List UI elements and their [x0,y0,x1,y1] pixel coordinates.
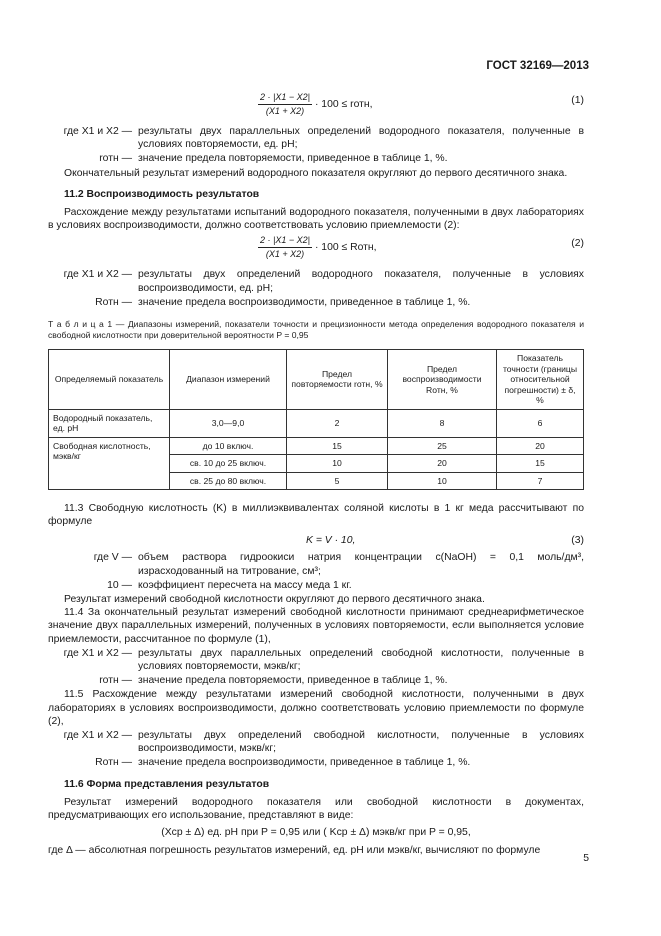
formula-3-number: (3) [571,535,584,547]
table-cell: 20 [497,437,584,455]
formula-3 [48,532,584,550]
table-header-row [49,350,584,410]
table-1 [48,349,584,490]
formula-1-fraction [258,92,312,117]
formula-1-denominator: (X1 + X2) [265,106,305,116]
table-row [49,437,584,455]
table-cell: 10 [388,472,497,490]
table-cell: 7 [497,472,584,490]
where-label: Rотн — [95,296,132,308]
formula-1-rest: · 100 ≤ rотн, [314,98,373,110]
formula-1-number: (1) [571,95,584,106]
formula-2-numerator: 2 · |X1 − X2| [258,235,312,248]
page-number: 5 [583,853,589,864]
where-text: результаты двух определений водородного показателя, полученные в условиях воспроизводимости, ед. рН; [138,269,584,294]
where-text: значение предела повторяемости, приведенное в таблице 1, %. [138,153,448,165]
table-cell: 10 [287,455,388,473]
where-text: результаты двух определений свободной кислотности, полученные в условиях воспроизводимости, мэкв/кг; [138,730,584,755]
table-caption: Т а б л и ц а 1 — Диапазоны измерений, показатели точности и прецизионности метода определения водородного показателя и свободной кислотности при доверительной вероятности P = 0,95 [48,319,584,341]
where-label: где X1 и X2 — [63,269,132,281]
where-line [48,674,584,687]
where-line [48,152,584,165]
where-line [48,647,584,673]
paragraph: где Δ — абсолютная погрешность результатов измерений, ед. рН или мэкв/кг, вычисляют по формуле [48,844,541,856]
where-label: rотн — [99,153,132,165]
where-text: значение предела воспроизводимости, приведенное в таблице 1, %. [138,757,471,769]
table-cell: 15 [287,437,388,455]
formula-2-number: (2) [571,238,584,250]
formula-2-expression [258,235,377,260]
where-label: где X1 и X2 — [63,647,132,659]
formula-2-fraction [258,235,312,260]
where-label: rотн — [99,675,132,687]
where-text: значение предела повторяемости, приведенное в таблице 1, %. [138,675,448,687]
result-form-formula: (Xср ± Δ) ед. рН при P = 0,95 или ( Kср ± Δ) мэкв/кг при P = 0,95, [161,827,471,839]
where-label: где X1 и X2 — [63,730,132,742]
document-header: ГОСТ 32169—2013 [486,60,589,72]
paragraph: 11.4 За окончательный результат измерений свободной кислотности принимают среднеарифметическое значение двух параллельных измерений, полученных в условиях повторяемости, если выполняется условие приемлемости, рассчитанное по формуле (1), [48,607,584,645]
where-label: где V — [93,552,132,564]
table-cell: 3,0—9,0 [170,409,287,437]
table-header-cell: Показатель точности (границы относительной погрешности) ± δ, % [497,350,584,410]
where-text: результаты двух параллельных определений свободной кислотности, полученные в условиях повторяемости, мэкв/кг; [138,647,584,673]
where-line [48,125,584,151]
where-text: значение предела воспроизводимости, приведенное в таблице 1, %. [138,296,471,308]
section-heading: 11.2 Воспроизводимость результатов [64,188,260,200]
table-cell: Свободная кислотность, мэкв/кг [49,437,170,490]
where-text: коэффициент пересчета на массу меда 1 кг. [138,579,352,591]
table-cell: до 10 включ. [170,437,287,455]
paragraph: 11.3 Свободную кислотность (K) в миллиэквивалентах соляной кислоты в 1 кг меда рассчитывают по формуле [48,503,584,528]
table-header-cell: Диапазон измерений [170,350,287,410]
paragraph: Результат измерений свободной кислотности округляют до первого десятичного знака. [64,594,485,606]
where-line [48,756,584,769]
paragraph: Расхождение между результатами испытаний водородного показателя, полученными в двух лабораториях в условиях воспроизводимости, должно соответствовать условию приемлемости (2): [48,207,584,232]
formula-1-expression [258,92,373,117]
table-cell: Водородный показатель, ед. рН [49,409,170,437]
paragraph: 11.5 Расхождение между результатами измерений свободной кислотности, полученными в двух лабораториях в условиях воспроизводимости, должно соответствовать условию приемлемости по формуле (2), [48,689,584,727]
where-label: Rотн — [95,757,132,769]
paragraph: Окончательный результат измерений водородного показателя округляют до первого десятичного знака. [64,167,568,179]
formula-2 [48,235,584,267]
table-row [49,409,584,437]
table-header-cell: Предел повторяемости rотн, % [287,350,388,410]
where-line [48,296,584,309]
table-header-cell: Определяемый показатель [49,350,170,410]
table-cell: 5 [287,472,388,490]
where-label: 10 — [107,579,132,591]
table-cell: св. 10 до 25 включ. [170,455,287,473]
where-label: где X1 и X2 — [63,126,132,137]
where-text: объем раствора гидроокиси натрия концентрации c(NaOH) = 0,1 моль/дм³, израсходованный на титрование, см³; [138,552,584,577]
table-cell: 25 [388,437,497,455]
table-cell: 15 [497,455,584,473]
formula-2-denominator: (X1 + X2) [265,249,305,260]
section-heading: 11.6 Форма представления результатов [64,778,270,790]
table-cell: 6 [497,409,584,437]
formula-2-rest: · 100 ≤ Rотн, [314,242,377,254]
formula-3-expression: K = V · 10, [306,535,356,547]
formula-1 [48,92,584,124]
table-cell: 8 [388,409,497,437]
where-line [48,729,584,755]
where-text: результаты двух параллельных определений водородного показателя, полученные в условиях повторяемости, ед. рН; [138,126,584,151]
table-cell: 20 [388,455,497,473]
table-cell: 2 [287,409,388,437]
where-line [48,268,584,294]
table-header-cell: Предел воспроизводимости Rотн, % [388,350,497,410]
document-body [48,92,584,857]
formula-1-numerator: 2 · |X1 − X2| [258,92,312,105]
where-line [48,551,584,577]
paragraph: Результат измерений водородного показателя или свободной кислотности в документах, предусматривающих его использование, представляют в виде: [48,796,584,822]
table-cell: св. 25 до 80 включ. [170,472,287,490]
where-line [48,579,584,592]
